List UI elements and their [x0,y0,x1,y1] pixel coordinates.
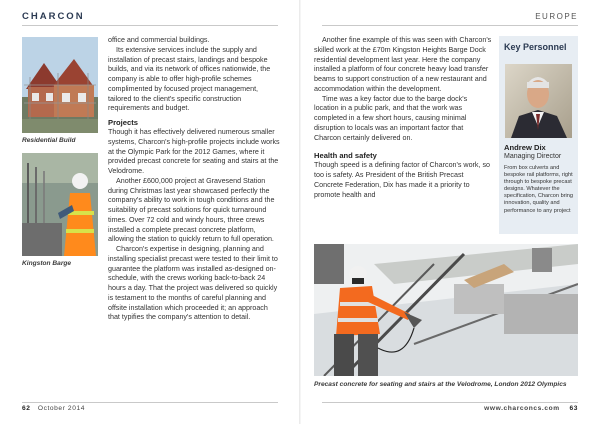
paragraph: Its extensive services include the supply and installation of precast stairs, landings and bespoke builds, and via its network of offices nationwide, the company is able to offer high-profile schemes complimented by focused project management, tailored to the client's specific construction requirements and budget. [108,45,271,113]
header-rule [322,25,578,26]
brand-logo: CHARCON [22,11,85,22]
right-footer [484,405,578,412]
header-rule [22,25,278,26]
left-footer [22,405,85,412]
kingston-barge-photo [22,153,98,256]
andrew-dix-portrait [505,64,572,138]
footer-rule [322,402,578,403]
paragraph: Another £600,000 project at Gravesend Station during Christmas last year showcased perfectly the company's ability to work in tough conditions and the suitability of precast solutions for quick turnaround times. Over 72 cold and windy hours, three crews installed a complete precast concrete platform, allowing the station to quickly return to full operation. [108,176,275,244]
kingston-barge-caption: Kingston Barge [22,260,72,267]
paragraph: Though speed is a defining factor of Charcon's work, so too is safety. As President of the British Precast Concrete Federation, Dix has made it a priority to promote health and [314,161,491,199]
key-personnel-box [499,36,578,234]
paragraph: Though it has effectively delivered numerous smaller systems, Charcon's high-profile projects include works at the Olympic Park for the 2012 Games, where it provided precast concrete for seating and stairs at the Velodrome. [108,128,280,175]
right-article-column [314,36,492,200]
footer-rule [22,402,278,403]
website-url: www.charconcs.com [484,405,560,412]
right-page-number: 63 [569,405,578,412]
left-page-number: 62 [22,405,31,412]
projects-heading: Projects [108,118,138,127]
personnel-role: Managing Director [504,153,562,160]
left-article-column [108,36,280,323]
paragraph: Another fine example of this was seen with Charcon's skilled work at the £70m Kingston Heights Barge Dock residential development last year. Here the company installed a platform of four concrete heavy load transfer beams to support construction of a new restaurant and accommodation within the development. [314,36,492,93]
paragraph: office and commercial buildings. [108,36,210,44]
paragraph: Time was a key factor due to the barge dock's location in a public park, and that the work was completed in a few short hours, causing minimal disruption to locals was an important factor that Charcon certainly delivered on. [314,94,468,142]
velodrome-photo [314,244,578,376]
personnel-name: Andrew Dix [504,143,546,152]
residential-build-caption: Residential Build [22,137,76,144]
velodrome-caption: Precast concrete for seating and stairs at the Velodrome, London 2012 Olympics [314,381,567,388]
section-label: EUROPE [535,12,578,21]
key-personnel-title: Key Personnel [504,42,567,52]
paragraph: Charcon's expertise in designing, planning and installing specialist precast were tested to their limit to guarantee the platform was installed as-designed on-schedule, with the crews working back-to-back 24 hours a day. That the project was delivered so quickly is testament to the months of careful planning and offsite installation which proceeded it; an approach that typifies the company's attention to detail. [108,245,278,322]
issue-date: October 2014 [37,405,85,412]
personnel-description: From box culverts and bespoke rail platforms, right through to bespoke precast designs. Whatever the specification, Charcon bring innovation, quality and performance to any project [504,165,574,214]
health-safety-heading: Health and safety [314,151,377,161]
residential-build-photo [22,37,98,133]
right-page [300,0,600,424]
